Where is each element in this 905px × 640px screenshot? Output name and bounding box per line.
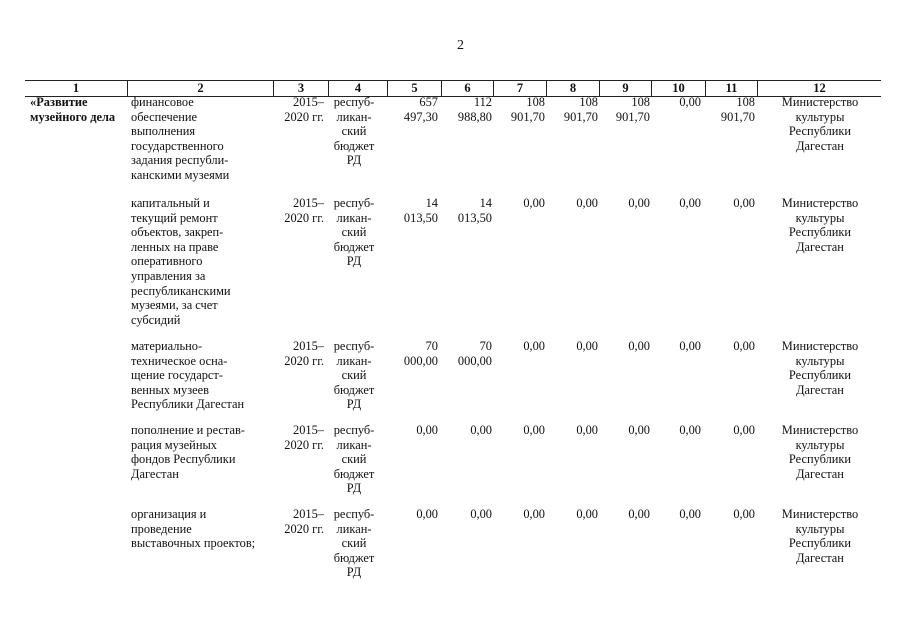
row-organization-line: Министерство [781, 423, 859, 437]
column-header: 8 [546, 81, 599, 96]
value-col-5 [388, 196, 438, 225]
row-source-line: бюджет [333, 550, 375, 565]
row-years-line: 2015– [293, 95, 324, 109]
value-col-6-line: 70 [479, 339, 492, 353]
row-description-line: материально- [131, 339, 203, 353]
row-organization-line: Дагестан [796, 382, 844, 397]
row-source-line: ликан- [336, 210, 372, 225]
value-col-6 [440, 423, 492, 438]
row-description-line: Республики Дагестан [131, 397, 245, 412]
value-col-7 [495, 507, 545, 522]
value-col-6 [440, 339, 492, 368]
value-col-7-line: 0,00 [523, 423, 545, 437]
row-source-line: ликан- [336, 353, 372, 368]
row-source-line: респуб- [333, 196, 375, 210]
value-col-7 [495, 423, 545, 438]
row-years [270, 423, 324, 452]
value-col-7-line: 108 [526, 95, 545, 109]
row-description [131, 507, 263, 551]
row-source-line: РД [346, 254, 362, 269]
value-col-8-line: 0,00 [576, 339, 598, 353]
column-header: 12 [757, 81, 881, 96]
row-source-line: респуб- [333, 339, 375, 353]
row-source-line: бюджет [333, 466, 375, 481]
row-organization-line: Дагестан [796, 550, 844, 565]
value-col-5-line: 0,00 [416, 423, 438, 437]
value-col-6-line: 013,50 [457, 210, 492, 225]
value-col-6-line: 988,80 [457, 109, 492, 124]
value-col-10 [653, 339, 701, 354]
row-description-line: организация и [131, 507, 207, 521]
row-description-line: щение государст- [131, 368, 223, 383]
row-description-line: капитальный и [131, 196, 210, 210]
value-col-7-line: 0,00 [523, 507, 545, 521]
row-source [326, 95, 382, 168]
row-years-line: 2020 гг. [284, 109, 324, 124]
row-description-line: выставочных проектов; [131, 536, 256, 551]
row-years [270, 95, 324, 124]
row-organization-line: культуры [795, 521, 845, 536]
row-description-line: текущий ремонт [131, 210, 218, 225]
row-description-line: пополнение и рестав- [131, 423, 245, 437]
value-col-11 [705, 423, 755, 438]
value-col-10-line: 0,00 [679, 339, 701, 353]
value-col-5-line: 657 [419, 95, 438, 109]
row-organization-line: культуры [795, 109, 845, 124]
row-organization-line: Дагестан [796, 466, 844, 481]
value-col-11 [705, 95, 755, 124]
row-years-line: 2020 гг. [284, 437, 324, 452]
value-col-5-line: 70 [425, 339, 438, 353]
value-col-9-line: 901,70 [615, 109, 650, 124]
row-organization-line: культуры [795, 353, 845, 368]
value-col-9-line: 0,00 [628, 196, 650, 210]
row-description-line: ленных на праве [131, 239, 219, 254]
value-col-9-line: 0,00 [628, 507, 650, 521]
value-col-5-line: 497,30 [403, 109, 438, 124]
column-header: 2 [127, 81, 273, 96]
row-organization-line: Республики [788, 124, 852, 139]
row-source-line: ский [341, 368, 367, 383]
row-source-line: ликан- [336, 521, 372, 536]
value-col-11-line: 0,00 [733, 196, 755, 210]
row-description-line: техническое осна- [131, 353, 228, 368]
row-source [326, 196, 382, 269]
row-description [131, 423, 263, 481]
row-description-line: задания республи- [131, 153, 229, 168]
value-col-8 [548, 95, 598, 124]
value-col-9 [600, 95, 650, 124]
row-years-line: 2020 гг. [284, 521, 324, 536]
value-col-10 [653, 507, 701, 522]
row-source-line: РД [346, 565, 362, 580]
row-source-line: респуб- [333, 423, 375, 437]
value-col-11-line: 108 [736, 95, 755, 109]
row-years-line: 2015– [293, 196, 324, 210]
row-source [326, 339, 382, 412]
value-col-10-line: 0,00 [679, 423, 701, 437]
row-description-line: выполнения [131, 124, 196, 139]
row-organization [770, 339, 870, 397]
row-description-line: фондов Республики [131, 452, 236, 467]
row-description [131, 339, 263, 412]
row-description-line: государственного [131, 138, 224, 153]
row-organization [770, 507, 870, 565]
value-col-9-line: 0,00 [628, 339, 650, 353]
row-description-line: музеями, за счет [131, 298, 218, 313]
value-col-10 [653, 196, 701, 211]
value-col-8 [548, 507, 598, 522]
row-organization-line: Министерство [781, 95, 859, 109]
value-col-6 [440, 507, 492, 522]
row-organization [770, 95, 870, 153]
row-years [270, 339, 324, 368]
row-description-line: оперативного [131, 254, 203, 269]
row-organization-line: Республики [788, 536, 852, 551]
row-description-line: проведение [131, 521, 192, 536]
row-description-line: обеспечение [131, 109, 197, 124]
row-years [270, 507, 324, 536]
row-organization-line: Министерство [781, 507, 859, 521]
row-description-line: объектов, закреп- [131, 225, 224, 240]
value-col-9 [600, 196, 650, 211]
row-source-line: ский [341, 536, 367, 551]
value-col-7 [495, 95, 545, 124]
value-col-5 [388, 339, 438, 368]
row-organization-line: культуры [795, 437, 845, 452]
row-source [326, 423, 382, 496]
value-col-5-line: 013,50 [403, 210, 438, 225]
row-organization-line: Республики [788, 452, 852, 467]
row-source-line: ликан- [336, 109, 372, 124]
row-source-line: респуб- [333, 507, 375, 521]
value-col-6-line: 000,00 [457, 353, 492, 368]
value-col-11-line: 0,00 [733, 339, 755, 353]
row-years-line: 2020 гг. [284, 210, 324, 225]
row-organization-line: культуры [795, 210, 845, 225]
value-col-7-line: 0,00 [523, 196, 545, 210]
value-col-6 [440, 95, 492, 124]
value-col-5-line: 14 [425, 196, 438, 210]
column-header: 9 [599, 81, 651, 96]
row-source [326, 507, 382, 580]
value-col-11-line: 901,70 [720, 109, 755, 124]
value-col-9 [600, 423, 650, 438]
value-col-7 [495, 196, 545, 211]
value-col-8 [548, 423, 598, 438]
value-col-9 [600, 339, 650, 354]
value-col-8-line: 0,00 [576, 423, 598, 437]
row-organization [770, 423, 870, 481]
row-organization-line: Министерство [781, 339, 859, 353]
row-description-line: финансовое [131, 95, 194, 109]
value-col-9-line: 108 [631, 95, 650, 109]
column-header: 7 [493, 81, 546, 96]
column-header: 5 [387, 81, 441, 96]
row-years-line: 2015– [293, 339, 324, 353]
value-col-5 [388, 507, 438, 522]
row-description-line: канскими музеями [131, 167, 230, 182]
row-organization-line: Дагестан [796, 138, 844, 153]
column-header: 3 [273, 81, 328, 96]
value-col-8-line: 0,00 [576, 507, 598, 521]
row-source-line: ский [341, 124, 367, 139]
column-header: 4 [328, 81, 387, 96]
value-col-5-line: 000,00 [403, 353, 438, 368]
value-col-6-line: 0,00 [470, 423, 492, 437]
row-years-line: 2015– [293, 423, 324, 437]
value-col-7 [495, 339, 545, 354]
value-col-8 [548, 196, 598, 211]
column-header: 11 [705, 81, 757, 96]
column-header: 6 [441, 81, 493, 96]
value-col-8-line: 108 [579, 95, 598, 109]
value-col-9-line: 0,00 [628, 423, 650, 437]
row-description [131, 196, 263, 327]
row-description-line: республиканскими [131, 283, 231, 298]
row-years [270, 196, 324, 225]
row-source-line: ликан- [336, 437, 372, 452]
value-col-9 [600, 507, 650, 522]
value-col-10 [653, 423, 701, 438]
row-source-line: респуб- [333, 95, 375, 109]
row-description [131, 95, 263, 183]
row-years-line: 2015– [293, 507, 324, 521]
value-col-7-line: 0,00 [523, 339, 545, 353]
program-title [30, 95, 122, 124]
row-organization-line: Дагестан [796, 239, 844, 254]
row-source-line: ский [341, 452, 367, 467]
value-col-11 [705, 196, 755, 211]
row-source-line: ский [341, 225, 367, 240]
row-organization-line: Республики [788, 225, 852, 240]
value-col-6-line: 0,00 [470, 507, 492, 521]
value-col-6 [440, 196, 492, 225]
value-col-5-line: 0,00 [416, 507, 438, 521]
row-description-line: Дагестан [131, 466, 179, 481]
program-title-line: музейного дела [30, 109, 116, 124]
value-col-11 [705, 507, 755, 522]
value-col-8-line: 0,00 [576, 196, 598, 210]
value-col-10-line: 0,00 [679, 196, 701, 210]
program-title-line: «Развитие [30, 95, 88, 109]
row-source-line: РД [346, 481, 362, 496]
value-col-11-line: 0,00 [733, 423, 755, 437]
value-col-6-line: 14 [479, 196, 492, 210]
page-number: 2 [457, 38, 464, 53]
row-organization-line: Министерство [781, 196, 859, 210]
value-col-5 [388, 95, 438, 124]
row-description-line: рация музейных [131, 437, 217, 452]
row-source-line: РД [346, 153, 362, 168]
row-years-line: 2020 гг. [284, 353, 324, 368]
value-col-5 [388, 423, 438, 438]
value-col-11-line: 0,00 [733, 507, 755, 521]
row-source-line: бюджет [333, 382, 375, 397]
value-col-10-line: 0,00 [679, 507, 701, 521]
value-col-8-line: 901,70 [563, 109, 598, 124]
row-source-line: РД [346, 397, 362, 412]
row-description-line: управления за [131, 268, 206, 283]
row-organization [770, 196, 870, 254]
column-header: 10 [651, 81, 705, 96]
row-source-line: бюджет [333, 239, 375, 254]
value-col-7-line: 901,70 [510, 109, 545, 124]
column-header: 1 [72, 81, 80, 95]
row-description-line: субсидий [131, 312, 181, 327]
row-organization-line: Республики [788, 368, 852, 383]
value-col-6-line: 112 [473, 95, 492, 109]
value-col-10 [653, 95, 701, 110]
value-col-11 [705, 339, 755, 354]
value-col-10-line: 0,00 [679, 95, 701, 109]
row-description-line: венных музеев [131, 382, 209, 397]
value-col-8 [548, 339, 598, 354]
row-source-line: бюджет [333, 138, 375, 153]
